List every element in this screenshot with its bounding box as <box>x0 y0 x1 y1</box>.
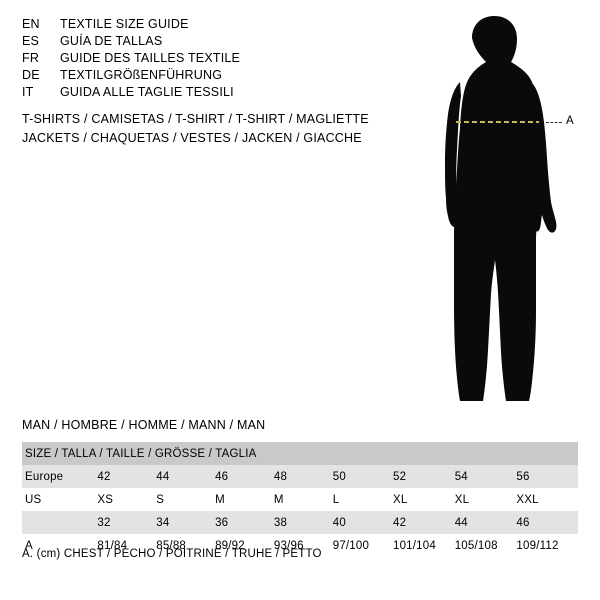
cell: 44 <box>156 465 215 488</box>
cell: XXL <box>516 488 578 511</box>
cell: 46 <box>516 511 578 534</box>
cell: 85/88 <box>156 534 215 557</box>
category-tshirts: T-SHIRTS / CAMISETAS / T-SHIRT / T-SHIRT / MAGLIETTE <box>22 112 369 126</box>
language-code: ES <box>22 34 40 48</box>
language-code: DE <box>22 68 40 82</box>
man-silhouette-icon <box>400 10 600 410</box>
cell: XS <box>97 488 156 511</box>
cell: 52 <box>393 465 455 488</box>
row-label: A <box>22 534 97 557</box>
cell: 105/108 <box>455 534 517 557</box>
cell: S <box>156 488 215 511</box>
table-header-label: SIZE / TALLA / TAILLE / GRÖSSE / TAGLIA <box>22 442 578 465</box>
cell: 56 <box>516 465 578 488</box>
language-text: GUIDA ALLE TAGLIE TESSILI <box>60 85 234 99</box>
cell: 54 <box>455 465 517 488</box>
table-header-row <box>22 442 578 465</box>
category-list <box>22 110 422 148</box>
language-row <box>22 84 382 101</box>
language-row <box>22 33 382 50</box>
cell: XL <box>455 488 517 511</box>
footnote: A. (cm) CHEST / PECHO / POITRINE / TRUHE / PETTO <box>22 548 322 560</box>
category-jackets: JACKETS / CHAQUETAS / VESTES / JACKEN / GIACCHE <box>22 131 362 145</box>
table-row <box>22 511 578 534</box>
row-label: US <box>22 488 97 511</box>
body-figure <box>400 10 600 410</box>
cell: XL <box>393 488 455 511</box>
cell: 81/84 <box>97 534 156 557</box>
cell: M <box>215 488 274 511</box>
language-code: FR <box>22 51 40 65</box>
cell: 89/92 <box>215 534 274 557</box>
cell: 32 <box>97 511 156 534</box>
language-list <box>22 16 382 101</box>
table-row <box>22 488 578 511</box>
cell: 38 <box>274 511 333 534</box>
language-code: EN <box>22 17 40 31</box>
measure-pointer-line <box>546 122 562 123</box>
cell: 34 <box>156 511 215 534</box>
language-text: TEXTILE SIZE GUIDE <box>60 17 189 31</box>
table-title: MAN / HOMBRE / HOMME / MANN / MAN <box>22 418 266 432</box>
row-label <box>22 511 97 534</box>
language-row <box>22 16 382 33</box>
cell: 46 <box>215 465 274 488</box>
language-code: IT <box>22 85 34 99</box>
table-row <box>22 465 578 488</box>
cell: 101/104 <box>393 534 455 557</box>
cell: 93/96 <box>274 534 333 557</box>
language-text: GUÍA DE TALLAS <box>60 34 163 48</box>
row-label: Europe <box>22 465 97 488</box>
size-table <box>22 442 578 557</box>
cell: 50 <box>333 465 393 488</box>
cell: 42 <box>393 511 455 534</box>
cell: L <box>333 488 393 511</box>
measure-label-a: A <box>566 115 574 127</box>
cell: 48 <box>274 465 333 488</box>
cell: 97/100 <box>333 534 393 557</box>
cell: 109/112 <box>516 534 578 557</box>
language-row <box>22 67 382 84</box>
cell: 44 <box>455 511 517 534</box>
language-text: GUIDE DES TAILLES TEXTILE <box>60 51 241 65</box>
cell: 36 <box>215 511 274 534</box>
language-text: TEXTILGRÖßENFÜHRUNG <box>60 68 223 82</box>
cell: 42 <box>97 465 156 488</box>
cell: M <box>274 488 333 511</box>
cell: 40 <box>333 511 393 534</box>
language-row <box>22 50 382 67</box>
